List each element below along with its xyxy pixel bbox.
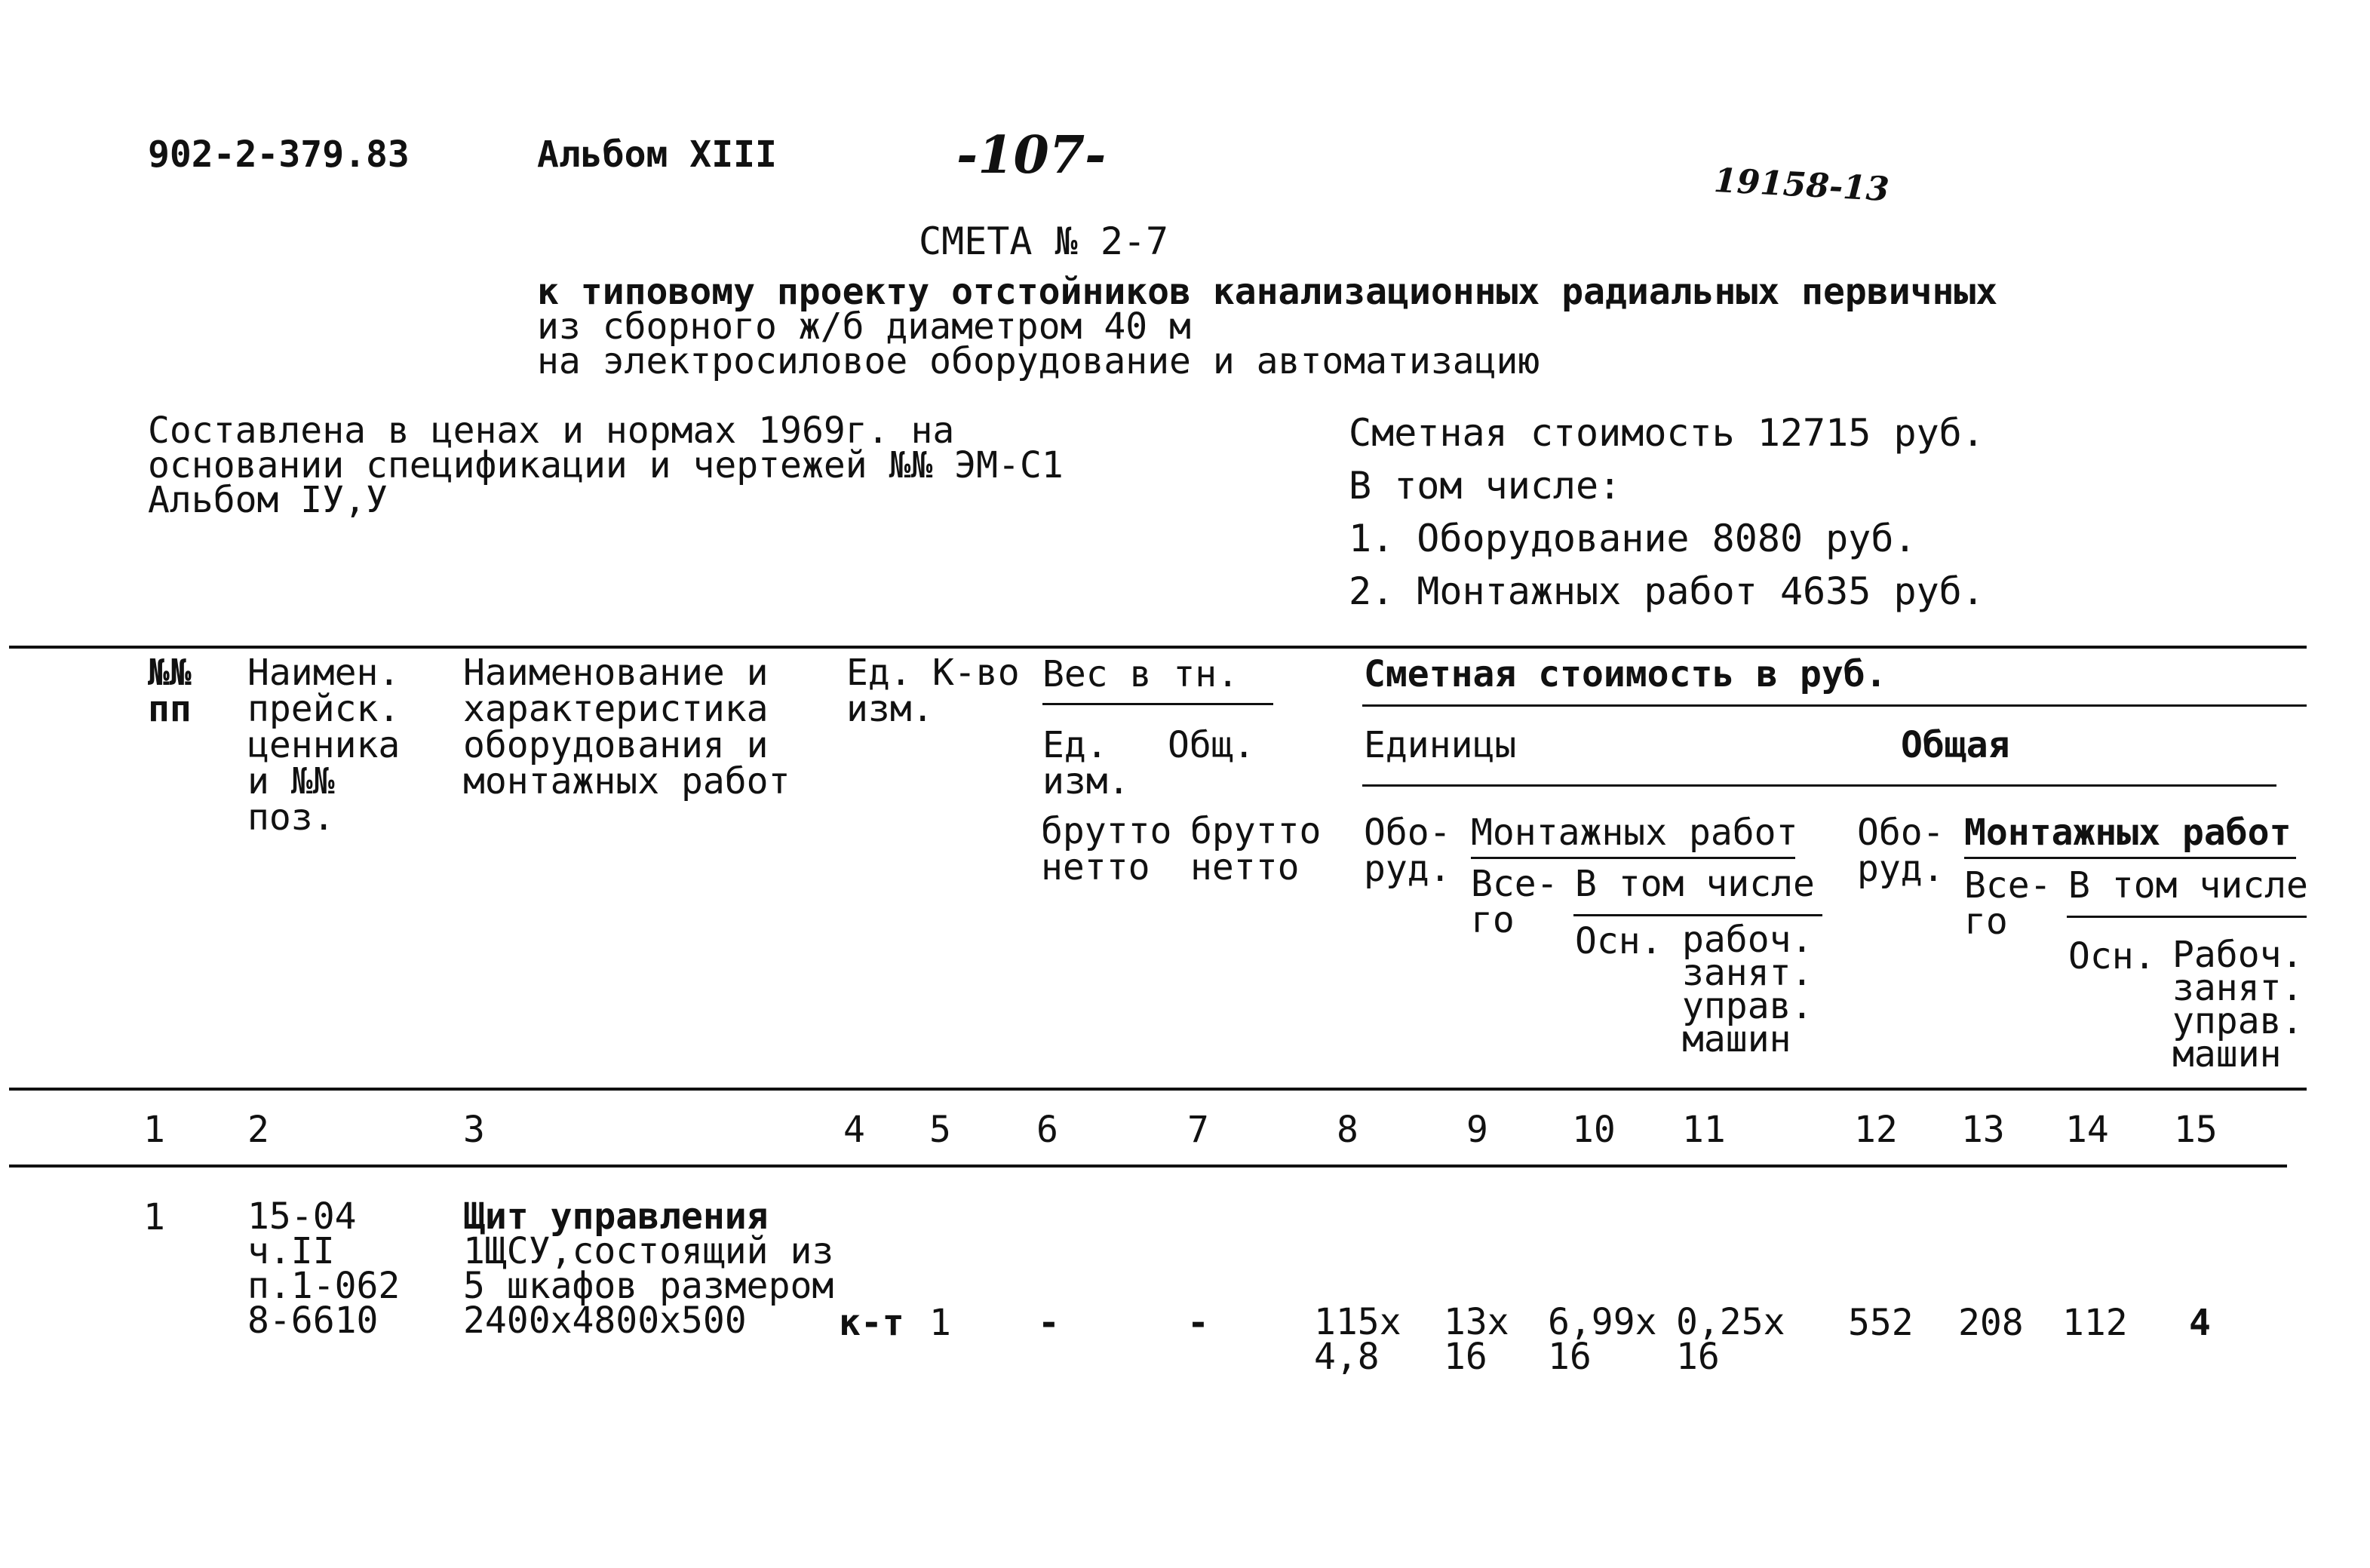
header-brutto-netto-total [1190, 810, 1322, 888]
header-name-line: монтажных работ [463, 760, 791, 802]
row-pricelist-line: 15-04 [247, 1195, 357, 1238]
header-weight-total: Общ. [1168, 724, 1255, 766]
row-qty: 1 [929, 1302, 951, 1344]
column-number: 15 [2174, 1109, 2218, 1151]
table-top-rule [9, 646, 2307, 649]
header-total-equip [1857, 812, 1945, 890]
summary-including: В том числе: [1349, 464, 1622, 508]
row-install-all-unit-line: 16 [1444, 1336, 1487, 1378]
column-number: 3 [463, 1109, 485, 1151]
header-unit-line: изм. [846, 688, 934, 730]
row-name-line: Щит управления [463, 1195, 769, 1238]
header-brutto-netto-unit [1041, 810, 1172, 888]
header-equip-line: Обо- [1857, 812, 1945, 854]
row-install-base-total: 112 [2062, 1302, 2128, 1344]
header-weight-unit-line: изм. [1042, 760, 1130, 802]
row-weight-total: - [1187, 1302, 1209, 1344]
column-number: 13 [1961, 1109, 2005, 1151]
header-workers-line: машин [2172, 1033, 2282, 1076]
header-all-line: го [1471, 899, 1515, 941]
header-all-line: Все- [1471, 863, 1558, 905]
row-equip-unit-line: 4,8 [1314, 1336, 1380, 1378]
column-number: 2 [247, 1109, 269, 1151]
header-total-all [1964, 864, 2052, 943]
header-total-install: Монтажных работ [1964, 812, 2292, 854]
row-name-line: 2400х4800х500 [463, 1300, 747, 1342]
header-unit-equip [1364, 812, 1451, 890]
row-name-line: 5 шкафов размером [463, 1265, 834, 1307]
column-number: 14 [2065, 1109, 2109, 1151]
summary-item-equipment: 1. Оборудование 8080 руб. [1349, 517, 1917, 560]
header-unit-line: Ед. [846, 652, 912, 694]
header-unit-incl: В том числе [1575, 863, 1815, 905]
column-number: 12 [1854, 1109, 1898, 1151]
unit-install-rule [1471, 857, 1795, 859]
basis-line: Составлена в ценах и нормах 1969г. на [148, 410, 955, 452]
header-pricelist-line: ценника [247, 724, 401, 766]
header-weight: Вес в тн. [1042, 653, 1239, 695]
header-workers-line: управ. [2172, 1000, 2304, 1042]
row-num: 1 [143, 1196, 165, 1238]
units-total-rule [1362, 784, 2276, 787]
header-name-line: Наименование и [463, 652, 769, 694]
header-pricelist-line: Наимен. [247, 652, 401, 694]
row-pricelist-line: 8-6610 [247, 1300, 379, 1342]
row-install-base-unit-line: 16 [1548, 1336, 1592, 1378]
header-brutto-line: брутто [1041, 810, 1172, 852]
header-workers-line: управ. [1682, 985, 1813, 1027]
header-equip-line: Обо- [1364, 812, 1451, 854]
column-number: 10 [1572, 1109, 1616, 1151]
column-numbers-rule [9, 1164, 2287, 1168]
header-workers-line: занят. [2172, 967, 2304, 1009]
row-pricelist-line: ч.II [247, 1230, 335, 1272]
header-total-incl: В том числе [2068, 864, 2308, 907]
row-install-workers-unit-line: 16 [1676, 1336, 1720, 1378]
header-per-unit: Единицы [1364, 724, 1517, 766]
row-unit: к-т [839, 1302, 904, 1344]
header-total-base: Осн. [2068, 935, 2156, 977]
row-equip-unit-line: 115х [1314, 1301, 1401, 1343]
row-install-workers-unit [1676, 1301, 1785, 1378]
header-bottom-rule [9, 1088, 2307, 1091]
header-equip-line: руд. [1857, 848, 1945, 890]
row-install-all-total: 208 [1958, 1302, 2024, 1344]
header-weight-unit-line: Ед. [1042, 724, 1108, 766]
estimate-subtitle [537, 271, 1998, 382]
header-qty: К-во [932, 652, 1020, 694]
header-workers-line: занят. [1682, 952, 1813, 994]
row-install-base-unit-line: 6,99х [1548, 1301, 1657, 1343]
column-number: 7 [1187, 1109, 1209, 1151]
header-netto-line: нетто [1190, 846, 1300, 888]
row-pricelist-line: п.1-062 [247, 1265, 401, 1307]
header-brutto-line: брутто [1190, 810, 1322, 852]
row-install-all-unit-line: 13х [1444, 1301, 1509, 1343]
album-label: Альбом XIII [537, 133, 777, 176]
header-workers-line: Рабоч. [2172, 934, 2304, 976]
basis-text [148, 410, 1064, 521]
header-netto-line: нетто [1041, 846, 1150, 888]
header-num-line: пп [148, 688, 192, 730]
header-all-line: го [1964, 901, 2008, 943]
header-unit-base: Осн. [1575, 920, 1662, 962]
row-name [463, 1195, 834, 1342]
header-unit-all [1471, 863, 1558, 941]
column-number: 5 [929, 1109, 951, 1151]
basis-line: Альбом IУ,У [148, 479, 388, 521]
header-pricelist-line: поз. [247, 796, 335, 839]
header-pricelist [247, 652, 401, 839]
row-install-workers-total: 4 [2189, 1302, 2211, 1344]
row-install-workers-unit-line: 0,25х [1676, 1301, 1785, 1343]
subtitle-line: на электросиловое оборудование и автоматизацию [537, 340, 1540, 382]
header-unit-install: Монтажных работ [1471, 812, 1798, 854]
header-name-line: оборудования и [463, 724, 769, 766]
archive-number: 19158-13 [1712, 161, 1890, 210]
row-install-base-unit [1548, 1301, 1657, 1378]
column-number: 4 [843, 1109, 865, 1151]
header-unit-workers [1682, 919, 1813, 1060]
column-number: 9 [1466, 1109, 1488, 1151]
header-pricelist-line: и №№ [247, 760, 335, 802]
header-unit [846, 652, 934, 730]
unit-incl-rule [1573, 914, 1822, 916]
page-number: -107- [956, 125, 1107, 186]
summary-item-installation: 2. Монтажных работ 4635 руб. [1349, 569, 1985, 613]
header-pricelist-line: прейск. [247, 688, 401, 730]
project-code: 902-2-379.83 [148, 133, 410, 176]
header-cost: Сметная стоимость в руб. [1364, 653, 1887, 695]
row-pricelist [247, 1195, 401, 1342]
summary-total: Сметная стоимость 12715 руб. [1349, 411, 1985, 455]
row-equip-total: 552 [1848, 1302, 1914, 1344]
header-name [463, 652, 791, 802]
header-total: Общая [1901, 724, 2010, 766]
column-number: 6 [1036, 1109, 1058, 1151]
column-number: 1 [143, 1109, 165, 1151]
header-num [148, 652, 192, 730]
estimate-title: СМЕТА № 2-7 [919, 219, 1169, 263]
header-weight-unit [1042, 724, 1130, 802]
total-install-rule [1964, 857, 2296, 859]
row-install-all-unit [1444, 1301, 1509, 1378]
header-name-line: характеристика [463, 688, 769, 730]
basis-line: основании спецификации и чертежей №№ ЭМ-С1 [148, 444, 1064, 486]
weight-header-rule [1042, 703, 1273, 705]
header-total-workers [2172, 934, 2304, 1076]
cost-header-rule [1362, 704, 2307, 707]
header-num-line: №№ [148, 652, 192, 694]
row-name-line: 1ЩСУ,состоящий из [463, 1230, 834, 1272]
row-equip-unit [1314, 1301, 1401, 1378]
header-workers-line: машин [1682, 1018, 1791, 1060]
header-equip-line: руд. [1364, 848, 1451, 890]
column-number: 8 [1337, 1109, 1358, 1151]
row-weight-unit: - [1038, 1302, 1060, 1344]
column-number: 11 [1682, 1109, 1726, 1151]
subtitle-line: к типовому проекту отстойников канализационных радиальных первичных [537, 271, 1998, 313]
total-incl-rule [2067, 916, 2307, 918]
header-all-line: Все- [1964, 864, 2052, 907]
header-workers-line: рабоч. [1682, 919, 1813, 961]
subtitle-line: из сборного ж/б диаметром 40 м [537, 305, 1191, 348]
